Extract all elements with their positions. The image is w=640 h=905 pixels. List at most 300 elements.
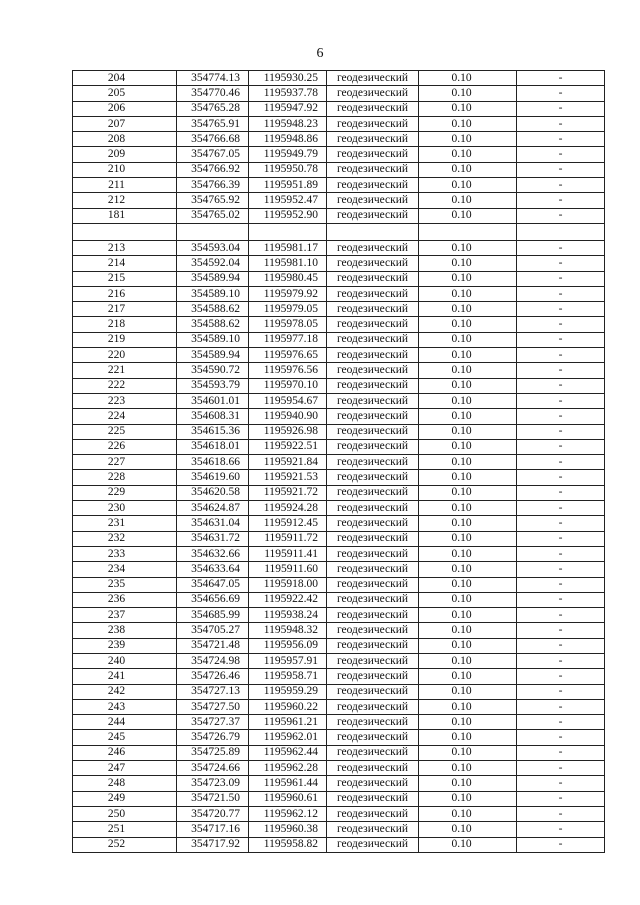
description-cell: - [517, 791, 605, 806]
empty-cell [327, 223, 419, 240]
y-coordinate-cell: 1195961.21 [249, 715, 327, 730]
method-cell: геодезический [327, 208, 419, 223]
x-coordinate-cell: 354765.28 [177, 101, 249, 116]
point-number-cell: 206 [73, 101, 177, 116]
point-number-cell: 212 [73, 193, 177, 208]
y-coordinate-cell: 1195940.90 [249, 409, 327, 424]
point-number-cell: 204 [73, 71, 177, 86]
description-cell: - [517, 715, 605, 730]
table-row [73, 317, 605, 332]
method-cell: геодезический [327, 193, 419, 208]
table-row [73, 501, 605, 516]
table-row [73, 837, 605, 852]
accuracy-cell: 0.10 [419, 791, 517, 806]
table-row [73, 653, 605, 668]
description-cell: - [517, 116, 605, 131]
description-cell: - [517, 623, 605, 638]
description-cell: - [517, 424, 605, 439]
table-row [73, 669, 605, 684]
accuracy-cell: 0.10 [419, 608, 517, 623]
y-coordinate-cell: 1195981.17 [249, 240, 327, 255]
table-row [73, 439, 605, 454]
description-cell: - [517, 562, 605, 577]
x-coordinate-cell: 354589.10 [177, 332, 249, 347]
y-coordinate-cell: 1195922.42 [249, 592, 327, 607]
x-coordinate-cell: 354631.04 [177, 516, 249, 531]
method-cell: геодезический [327, 684, 419, 699]
method-cell: геодезический [327, 638, 419, 653]
accuracy-cell: 0.10 [419, 501, 517, 516]
y-coordinate-cell: 1195977.18 [249, 332, 327, 347]
x-coordinate-cell: 354685.99 [177, 608, 249, 623]
accuracy-cell: 0.10 [419, 86, 517, 101]
accuracy-cell: 0.10 [419, 531, 517, 546]
x-coordinate-cell: 354725.89 [177, 745, 249, 760]
x-coordinate-cell: 354705.27 [177, 623, 249, 638]
point-number-cell: 247 [73, 761, 177, 776]
description-cell: - [517, 348, 605, 363]
point-number-cell: 218 [73, 317, 177, 332]
x-coordinate-cell: 354589.94 [177, 271, 249, 286]
method-cell: геодезический [327, 577, 419, 592]
method-cell: геодезический [327, 393, 419, 408]
point-number-cell: 229 [73, 485, 177, 500]
x-coordinate-cell: 354624.87 [177, 501, 249, 516]
empty-cell [419, 223, 517, 240]
description-cell: - [517, 761, 605, 776]
table-row [73, 776, 605, 791]
table-row [73, 101, 605, 116]
table-row [73, 147, 605, 162]
point-number-cell: 250 [73, 806, 177, 821]
accuracy-cell: 0.10 [419, 470, 517, 485]
table-row [73, 302, 605, 317]
x-coordinate-cell: 354593.04 [177, 240, 249, 255]
method-cell: геодезический [327, 485, 419, 500]
x-coordinate-cell: 354620.58 [177, 485, 249, 500]
y-coordinate-cell: 1195960.38 [249, 822, 327, 837]
description-cell: - [517, 332, 605, 347]
method-cell: геодезический [327, 256, 419, 271]
table-row [73, 116, 605, 131]
point-number-cell: 245 [73, 730, 177, 745]
y-coordinate-cell: 1195949.79 [249, 147, 327, 162]
table-row [73, 455, 605, 470]
method-cell: геодезический [327, 653, 419, 668]
point-number-cell: 217 [73, 302, 177, 317]
table-row [73, 424, 605, 439]
y-coordinate-cell: 1195926.98 [249, 424, 327, 439]
accuracy-cell: 0.10 [419, 439, 517, 454]
x-coordinate-cell: 354590.72 [177, 363, 249, 378]
accuracy-cell: 0.10 [419, 101, 517, 116]
description-cell: - [517, 317, 605, 332]
x-coordinate-cell: 354723.09 [177, 776, 249, 791]
point-number-cell: 241 [73, 669, 177, 684]
table-row [73, 409, 605, 424]
accuracy-cell: 0.10 [419, 806, 517, 821]
table-row [73, 806, 605, 821]
table-row [73, 684, 605, 699]
y-coordinate-cell: 1195938.24 [249, 608, 327, 623]
table-row [73, 332, 605, 347]
description-cell: - [517, 684, 605, 699]
accuracy-cell: 0.10 [419, 592, 517, 607]
description-cell: - [517, 86, 605, 101]
y-coordinate-cell: 1195911.41 [249, 546, 327, 561]
method-cell: геодезический [327, 101, 419, 116]
method-cell: геодезический [327, 501, 419, 516]
point-number-cell: 242 [73, 684, 177, 699]
y-coordinate-cell: 1195958.71 [249, 669, 327, 684]
point-number-cell: 236 [73, 592, 177, 607]
point-number-cell: 244 [73, 715, 177, 730]
description-cell: - [517, 516, 605, 531]
point-number-cell: 230 [73, 501, 177, 516]
point-number-cell: 226 [73, 439, 177, 454]
description-cell: - [517, 101, 605, 116]
description-cell: - [517, 147, 605, 162]
table-row [73, 378, 605, 393]
description-cell: - [517, 531, 605, 546]
point-number-cell: 232 [73, 531, 177, 546]
point-number-cell: 252 [73, 837, 177, 852]
empty-cell [177, 223, 249, 240]
accuracy-cell: 0.10 [419, 684, 517, 699]
x-coordinate-cell: 354765.02 [177, 208, 249, 223]
table-row [73, 71, 605, 86]
y-coordinate-cell: 1195980.45 [249, 271, 327, 286]
description-cell: - [517, 393, 605, 408]
point-number-cell: 235 [73, 577, 177, 592]
y-coordinate-cell: 1195978.05 [249, 317, 327, 332]
x-coordinate-cell: 354601.01 [177, 393, 249, 408]
point-number-cell: 211 [73, 178, 177, 193]
accuracy-cell: 0.10 [419, 378, 517, 393]
coordinates-table [72, 70, 605, 853]
method-cell: геодезический [327, 286, 419, 301]
point-number-cell: 224 [73, 409, 177, 424]
table-row [73, 730, 605, 745]
table-row [73, 822, 605, 837]
x-coordinate-cell: 354727.50 [177, 699, 249, 714]
point-number-cell: 207 [73, 116, 177, 131]
method-cell: геодезический [327, 147, 419, 162]
method-cell: геодезический [327, 761, 419, 776]
method-cell: геодезический [327, 409, 419, 424]
accuracy-cell: 0.10 [419, 424, 517, 439]
y-coordinate-cell: 1195922.51 [249, 439, 327, 454]
point-number-cell: 249 [73, 791, 177, 806]
method-cell: геодезический [327, 592, 419, 607]
method-cell: геодезический [327, 608, 419, 623]
y-coordinate-cell: 1195962.28 [249, 761, 327, 776]
x-coordinate-cell: 354721.48 [177, 638, 249, 653]
description-cell: - [517, 378, 605, 393]
method-cell: геодезический [327, 791, 419, 806]
table-row [73, 592, 605, 607]
y-coordinate-cell: 1195950.78 [249, 162, 327, 177]
x-coordinate-cell: 354633.64 [177, 562, 249, 577]
description-cell: - [517, 608, 605, 623]
x-coordinate-cell: 354766.68 [177, 132, 249, 147]
method-cell: геодезический [327, 116, 419, 131]
page-number: 6 [316, 46, 324, 61]
table-row [73, 348, 605, 363]
x-coordinate-cell: 354727.13 [177, 684, 249, 699]
description-cell: - [517, 162, 605, 177]
point-number-cell: 240 [73, 653, 177, 668]
y-coordinate-cell: 1195952.90 [249, 208, 327, 223]
accuracy-cell: 0.10 [419, 776, 517, 791]
y-coordinate-cell: 1195918.00 [249, 577, 327, 592]
accuracy-cell: 0.10 [419, 178, 517, 193]
point-number-cell: 209 [73, 147, 177, 162]
description-cell: - [517, 745, 605, 760]
description-cell: - [517, 256, 605, 271]
description-cell: - [517, 501, 605, 516]
method-cell: геодезический [327, 317, 419, 332]
table-row [73, 546, 605, 561]
accuracy-cell: 0.10 [419, 302, 517, 317]
y-coordinate-cell: 1195921.84 [249, 455, 327, 470]
point-number-cell: 223 [73, 393, 177, 408]
method-cell: геодезический [327, 455, 419, 470]
point-number-cell: 221 [73, 363, 177, 378]
description-cell: - [517, 240, 605, 255]
accuracy-cell: 0.10 [419, 715, 517, 730]
method-cell: геодезический [327, 178, 419, 193]
y-coordinate-cell: 1195960.61 [249, 791, 327, 806]
table-row [73, 761, 605, 776]
description-cell: - [517, 837, 605, 852]
accuracy-cell: 0.10 [419, 193, 517, 208]
x-coordinate-cell: 354765.91 [177, 116, 249, 131]
table-row [73, 256, 605, 271]
accuracy-cell: 0.10 [419, 653, 517, 668]
table-row [73, 562, 605, 577]
accuracy-cell: 0.10 [419, 761, 517, 776]
description-cell: - [517, 806, 605, 821]
description-cell: - [517, 208, 605, 223]
point-number-cell: 205 [73, 86, 177, 101]
x-coordinate-cell: 354766.92 [177, 162, 249, 177]
method-cell: геодезический [327, 837, 419, 852]
description-cell: - [517, 132, 605, 147]
method-cell: геодезический [327, 332, 419, 347]
table-row [73, 715, 605, 730]
method-cell: геодезический [327, 71, 419, 86]
y-coordinate-cell: 1195948.23 [249, 116, 327, 131]
method-cell: геодезический [327, 132, 419, 147]
table-row [73, 393, 605, 408]
accuracy-cell: 0.10 [419, 132, 517, 147]
y-coordinate-cell: 1195970.10 [249, 378, 327, 393]
empty-cell [73, 223, 177, 240]
method-cell: геодезический [327, 562, 419, 577]
x-coordinate-cell: 354615.36 [177, 424, 249, 439]
x-coordinate-cell: 354717.92 [177, 837, 249, 852]
x-coordinate-cell: 354767.05 [177, 147, 249, 162]
description-cell: - [517, 286, 605, 301]
accuracy-cell: 0.10 [419, 546, 517, 561]
empty-cell [249, 223, 327, 240]
method-cell: геодезический [327, 623, 419, 638]
description-cell: - [517, 669, 605, 684]
description-cell: - [517, 271, 605, 286]
x-coordinate-cell: 354589.10 [177, 286, 249, 301]
accuracy-cell: 0.10 [419, 745, 517, 760]
y-coordinate-cell: 1195976.56 [249, 363, 327, 378]
y-coordinate-cell: 1195962.12 [249, 806, 327, 821]
point-number-cell: 239 [73, 638, 177, 653]
x-coordinate-cell: 354726.46 [177, 669, 249, 684]
method-cell: геодезический [327, 271, 419, 286]
point-number-cell: 238 [73, 623, 177, 638]
method-cell: геодезический [327, 715, 419, 730]
accuracy-cell: 0.10 [419, 271, 517, 286]
method-cell: геодезический [327, 162, 419, 177]
x-coordinate-cell: 354647.05 [177, 577, 249, 592]
description-cell: - [517, 485, 605, 500]
accuracy-cell: 0.10 [419, 363, 517, 378]
x-coordinate-cell: 354618.66 [177, 455, 249, 470]
y-coordinate-cell: 1195924.28 [249, 501, 327, 516]
y-coordinate-cell: 1195911.60 [249, 562, 327, 577]
point-number-cell: 228 [73, 470, 177, 485]
point-number-cell: 219 [73, 332, 177, 347]
x-coordinate-cell: 354724.98 [177, 653, 249, 668]
table-row [73, 638, 605, 653]
description-cell: - [517, 592, 605, 607]
y-coordinate-cell: 1195979.92 [249, 286, 327, 301]
x-coordinate-cell: 354631.72 [177, 531, 249, 546]
y-coordinate-cell: 1195937.78 [249, 86, 327, 101]
table-row [73, 791, 605, 806]
separator-row [73, 223, 605, 240]
description-cell: - [517, 455, 605, 470]
accuracy-cell: 0.10 [419, 455, 517, 470]
x-coordinate-cell: 354717.16 [177, 822, 249, 837]
x-coordinate-cell: 354770.46 [177, 86, 249, 101]
description-cell: - [517, 178, 605, 193]
accuracy-cell: 0.10 [419, 699, 517, 714]
method-cell: геодезический [327, 363, 419, 378]
table-row [73, 531, 605, 546]
table-row [73, 577, 605, 592]
y-coordinate-cell: 1195930.25 [249, 71, 327, 86]
x-coordinate-cell: 354619.60 [177, 470, 249, 485]
accuracy-cell: 0.10 [419, 822, 517, 837]
y-coordinate-cell: 1195957.91 [249, 653, 327, 668]
method-cell: геодезический [327, 302, 419, 317]
x-coordinate-cell: 354618.01 [177, 439, 249, 454]
y-coordinate-cell: 1195947.92 [249, 101, 327, 116]
x-coordinate-cell: 354656.69 [177, 592, 249, 607]
y-coordinate-cell: 1195951.89 [249, 178, 327, 193]
point-number-cell: 215 [73, 271, 177, 286]
accuracy-cell: 0.10 [419, 393, 517, 408]
point-number-cell: 225 [73, 424, 177, 439]
accuracy-cell: 0.10 [419, 71, 517, 86]
y-coordinate-cell: 1195958.82 [249, 837, 327, 852]
x-coordinate-cell: 354774.13 [177, 71, 249, 86]
description-cell: - [517, 470, 605, 485]
accuracy-cell: 0.10 [419, 348, 517, 363]
accuracy-cell: 0.10 [419, 516, 517, 531]
method-cell: геодезический [327, 439, 419, 454]
accuracy-cell: 0.10 [419, 208, 517, 223]
method-cell: геодезический [327, 745, 419, 760]
x-coordinate-cell: 354592.04 [177, 256, 249, 271]
accuracy-cell: 0.10 [419, 256, 517, 271]
x-coordinate-cell: 354727.37 [177, 715, 249, 730]
accuracy-cell: 0.10 [419, 837, 517, 852]
y-coordinate-cell: 1195948.86 [249, 132, 327, 147]
description-cell: - [517, 302, 605, 317]
point-number-cell: 216 [73, 286, 177, 301]
table-row [73, 608, 605, 623]
method-cell: геодезический [327, 240, 419, 255]
x-coordinate-cell: 354593.79 [177, 378, 249, 393]
method-cell: геодезический [327, 730, 419, 745]
description-cell: - [517, 653, 605, 668]
point-number-cell: 233 [73, 546, 177, 561]
y-coordinate-cell: 1195979.05 [249, 302, 327, 317]
accuracy-cell: 0.10 [419, 240, 517, 255]
method-cell: геодезический [327, 546, 419, 561]
table-row [73, 516, 605, 531]
y-coordinate-cell: 1195948.32 [249, 623, 327, 638]
x-coordinate-cell: 354721.50 [177, 791, 249, 806]
point-number-cell: 248 [73, 776, 177, 791]
table-row [73, 363, 605, 378]
x-coordinate-cell: 354726.79 [177, 730, 249, 745]
y-coordinate-cell: 1195961.44 [249, 776, 327, 791]
x-coordinate-cell: 354766.39 [177, 178, 249, 193]
description-cell: - [517, 546, 605, 561]
method-cell: геодезический [327, 348, 419, 363]
y-coordinate-cell: 1195981.10 [249, 256, 327, 271]
point-number-cell: 181 [73, 208, 177, 223]
table-row [73, 193, 605, 208]
accuracy-cell: 0.10 [419, 669, 517, 684]
point-number-cell: 210 [73, 162, 177, 177]
description-cell: - [517, 638, 605, 653]
y-coordinate-cell: 1195952.47 [249, 193, 327, 208]
point-number-cell: 251 [73, 822, 177, 837]
point-number-cell: 220 [73, 348, 177, 363]
y-coordinate-cell: 1195962.44 [249, 745, 327, 760]
method-cell: геодезический [327, 822, 419, 837]
table-row [73, 86, 605, 101]
accuracy-cell: 0.10 [419, 147, 517, 162]
description-cell: - [517, 409, 605, 424]
description-cell: - [517, 822, 605, 837]
point-number-cell: 227 [73, 455, 177, 470]
description-cell: - [517, 193, 605, 208]
accuracy-cell: 0.10 [419, 162, 517, 177]
x-coordinate-cell: 354588.62 [177, 302, 249, 317]
point-number-cell: 214 [73, 256, 177, 271]
accuracy-cell: 0.10 [419, 286, 517, 301]
table-row [73, 240, 605, 255]
table-row [73, 286, 605, 301]
y-coordinate-cell: 1195912.45 [249, 516, 327, 531]
y-coordinate-cell: 1195960.22 [249, 699, 327, 714]
table-row [73, 745, 605, 760]
y-coordinate-cell: 1195962.01 [249, 730, 327, 745]
